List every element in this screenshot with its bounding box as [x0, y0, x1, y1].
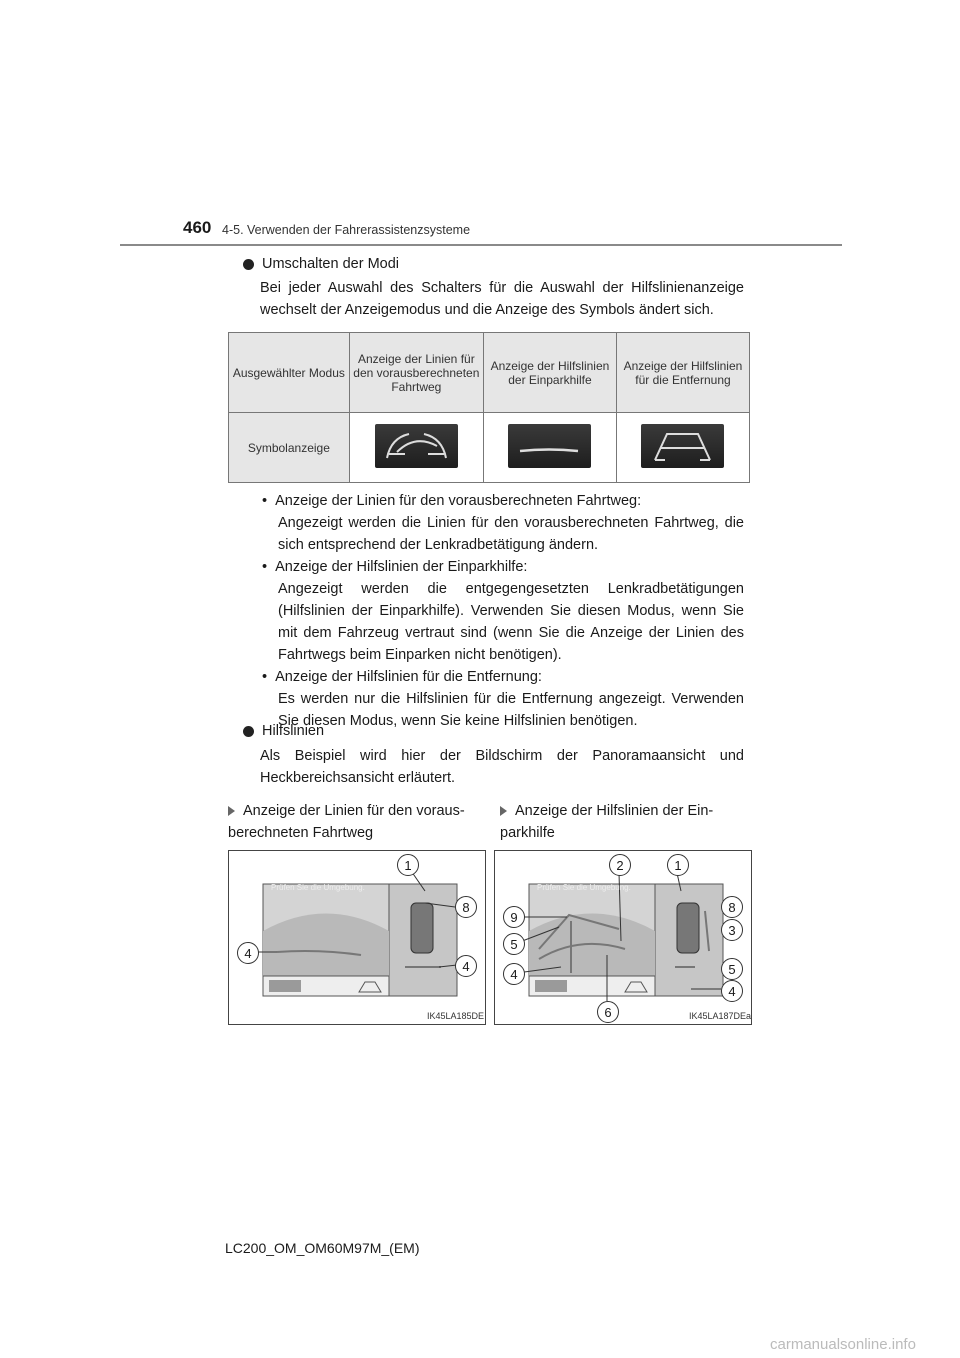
- page-number: 460: [183, 218, 212, 237]
- callout-marker: 3: [721, 919, 743, 941]
- screen-warning-text: Prüfen Sie die Umgebung.: [271, 883, 365, 892]
- guidelines-text: Als Beispiel wird hier der Bildschirm der Panoramaansicht und Heckbereichsansicht erläutert.: [260, 748, 744, 786]
- left-screen-illustration: [229, 851, 485, 1024]
- callout-marker: 1: [667, 854, 689, 876]
- switching-heading: Umschalten der Modi: [243, 256, 399, 272]
- footer-model-code: LC200_OM_OM60M97M_(EM): [225, 1240, 420, 1256]
- callout-marker: 5: [721, 958, 743, 980]
- callout-marker: 4: [237, 942, 259, 964]
- distance-guide-lines-icon: [641, 424, 724, 468]
- table-row-label: Symbolanzeige: [229, 413, 350, 483]
- right-figure-caption: Anzeige der Hilfslinien der Ein- parkhilfe: [500, 803, 714, 841]
- mode-list: [262, 490, 744, 732]
- bullet-dot-icon: [243, 726, 254, 737]
- callout-marker: 4: [455, 955, 477, 977]
- callout-marker: 6: [597, 1001, 619, 1023]
- list-item-title: • Anzeige der Hilfslinien der Einparkhilfe:: [262, 559, 528, 575]
- callout-marker: 1: [397, 854, 419, 876]
- table-cell-icon: [616, 413, 749, 483]
- figure-code: IK45LA187DEa: [689, 1011, 752, 1021]
- caption-arrow-icon: [500, 806, 507, 816]
- callout-marker: 9: [503, 906, 525, 928]
- table-cell-icon: [483, 413, 616, 483]
- switching-text: Bei jeder Auswahl des Schalters für die Auswahl der Hilfslinienanzeige wechselt der Anzeigemodus und die Anzeige des Symbols ändert sich.: [260, 280, 744, 318]
- callout-marker: 2: [609, 854, 631, 876]
- left-figure-caption: Anzeige der Linien für den voraus- berechneten Fahrtweg: [228, 803, 465, 841]
- callout-marker: 8: [721, 896, 743, 918]
- figure-code: IK45LA185DE: [427, 1011, 485, 1021]
- right-figure: [494, 850, 752, 1025]
- screen-warning-text: Prüfen Sie die Umgebung.: [537, 883, 631, 892]
- list-item-title: • Anzeige der Hilfslinien für die Entfernung:: [262, 669, 542, 685]
- right-screen-illustration: [495, 851, 751, 1024]
- table-header-parking: Anzeige der Hilfslinien der Einparkhilfe: [483, 333, 616, 413]
- bullet-dot-icon: [243, 259, 254, 270]
- callout-marker: 4: [721, 980, 743, 1002]
- caption-arrow-icon: [228, 806, 235, 816]
- guidelines-heading: Hilfslinien: [243, 723, 324, 739]
- callout-marker: 5: [503, 933, 525, 955]
- callout-marker: 8: [455, 896, 477, 918]
- left-figure: [228, 850, 486, 1025]
- watermark: carmanualsonline.info: [770, 1336, 916, 1353]
- list-item-body: Es werden nur die Hilfslinien für die Entfernung angezeigt. Verwenden Sie diesen Modus, wenn Sie keine Hilfslinien benötigen.: [278, 691, 744, 729]
- table-header-predicted: Anzeige der Linien für den vorausberechneten Fahrtweg: [349, 333, 483, 413]
- predicted-course-lines-icon: [375, 424, 458, 468]
- header-rule: [120, 244, 842, 246]
- list-item-body: Angezeigt werden die Linien für den vorausberechneten Fahrtweg, die sich entsprechend der Lenkradbetätigung ändern.: [278, 515, 744, 553]
- callout-marker: 4: [503, 963, 525, 985]
- list-item-title: • Anzeige der Linien für den vorausberechneten Fahrtweg:: [262, 493, 642, 509]
- list-item-body: Angezeigt werden die entgegengesetzten Lenkradbetätigungen (Hilfslinien der Einparkhilfe). Verwenden Sie diesen Modus, wenn Sie mit dem Fahrzeug vertraut sind (wenn Sie die Anzeige der Linien des Fahrtwegs beim Einparken nicht benötigen).: [278, 581, 744, 663]
- table-header-distance: Anzeige der Hilfslinien für die Entfernung: [616, 333, 749, 413]
- table-header-mode: Ausgewählter Modus: [229, 333, 350, 413]
- section-title: 4-5. Verwenden der Fahrerassistenzsysteme: [222, 223, 471, 237]
- parking-assist-lines-icon: [508, 424, 591, 468]
- table-cell-icon: [349, 413, 483, 483]
- mode-table: [228, 332, 750, 483]
